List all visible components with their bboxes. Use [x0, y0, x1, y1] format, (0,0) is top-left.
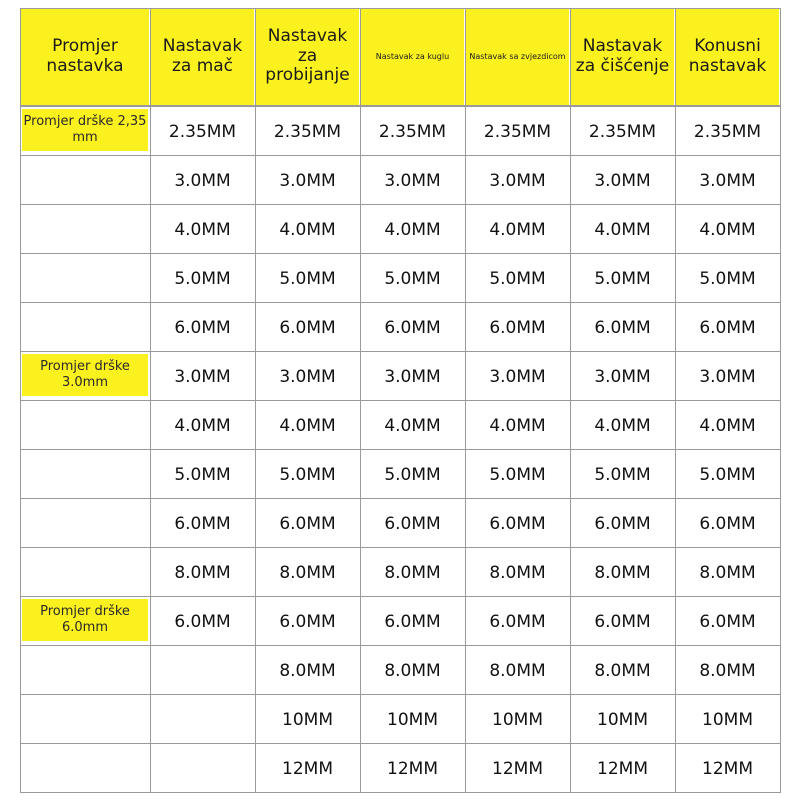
size-cell: 6.0MM [174, 317, 231, 338]
grid-hline [20, 498, 781, 499]
size-cell: 2.35MM [168, 121, 237, 142]
size-cell: 6.0MM [174, 611, 231, 632]
size-cell: 5.0MM [594, 464, 651, 485]
grid-hline [20, 743, 781, 744]
size-cell: 3.0MM [489, 366, 546, 387]
grid-hline [20, 694, 781, 695]
size-cell: 8.0MM [489, 562, 546, 583]
size-cell: 5.0MM [174, 464, 231, 485]
grid-hline [20, 792, 781, 793]
size-cell: 6.0MM [384, 611, 441, 632]
grid-hline [20, 449, 781, 450]
size-cell: 3.0MM [174, 366, 231, 387]
size-cell: 4.0MM [279, 415, 336, 436]
size-cell: 5.0MM [384, 268, 441, 289]
size-cell: 2.35MM [273, 121, 342, 142]
size-cell: 12MM [597, 758, 648, 779]
size-cell: 4.0MM [174, 415, 231, 436]
size-cell: 10MM [702, 709, 753, 730]
grid-hline [20, 547, 781, 548]
size-cell: 5.0MM [594, 268, 651, 289]
size-cell: 6.0MM [174, 513, 231, 534]
grid-hline [20, 596, 781, 597]
size-cell: 8.0MM [489, 660, 546, 681]
size-cell: 6.0MM [489, 513, 546, 534]
size-cell: 3.0MM [279, 170, 336, 191]
size-cell: 8.0MM [279, 660, 336, 681]
size-cell: 8.0MM [384, 660, 441, 681]
size-cell: 4.0MM [174, 219, 231, 240]
size-cell: 3.0MM [174, 170, 231, 191]
size-cell: 2.35MM [693, 121, 762, 142]
size-cell: 6.0MM [594, 513, 651, 534]
size-cell: 4.0MM [594, 415, 651, 436]
size-cell: 2.35MM [588, 121, 657, 142]
grid-hline [20, 8, 781, 9]
size-cell: 6.0MM [699, 513, 756, 534]
grid-hline [20, 302, 781, 303]
grid-hline [20, 204, 781, 205]
size-cell: 8.0MM [594, 660, 651, 681]
size-cell: 6.0MM [489, 317, 546, 338]
size-cell: 6.0MM [279, 513, 336, 534]
size-cell: 5.0MM [384, 464, 441, 485]
size-cell: 8.0MM [699, 562, 756, 583]
grid-hline [20, 106, 781, 107]
size-cell: 4.0MM [699, 219, 756, 240]
size-cell: 3.0MM [699, 170, 756, 191]
size-cell: 6.0MM [279, 611, 336, 632]
shank-diameter-label: Promjer drške 3.0mm [22, 354, 148, 396]
size-cell: 3.0MM [384, 170, 441, 191]
grid-hline [20, 645, 781, 646]
size-cell: 5.0MM [489, 268, 546, 289]
size-cell: 3.0MM [699, 366, 756, 387]
size-cell: 4.0MM [279, 219, 336, 240]
grid-hline [20, 253, 781, 254]
size-cell: 3.0MM [594, 366, 651, 387]
size-cell: 4.0MM [489, 219, 546, 240]
size-cell: 4.0MM [699, 415, 756, 436]
header-column: Nastavak za mač [151, 8, 254, 105]
grid-hline [20, 400, 781, 401]
size-cell: 5.0MM [279, 464, 336, 485]
size-cell: 8.0MM [594, 562, 651, 583]
size-cell: 8.0MM [384, 562, 441, 583]
size-cell: 6.0MM [384, 317, 441, 338]
size-cell: 5.0MM [279, 268, 336, 289]
size-cell: 5.0MM [699, 268, 756, 289]
size-cell: 5.0MM [489, 464, 546, 485]
header-column: Nastavak za čišćenje [571, 8, 674, 105]
header-diameter: Promjer nastavka [21, 8, 149, 105]
size-cell: 3.0MM [594, 170, 651, 191]
size-cell: 12MM [702, 758, 753, 779]
size-cell: 4.0MM [489, 415, 546, 436]
header-column: Nastavak za probijanje [256, 8, 359, 105]
grid-hline [20, 155, 781, 156]
header-column: Nastavak sa zvjezdicom [466, 8, 569, 105]
size-cell: 12MM [492, 758, 543, 779]
size-cell: 4.0MM [594, 219, 651, 240]
size-cell: 5.0MM [699, 464, 756, 485]
size-cell: 3.0MM [489, 170, 546, 191]
shank-diameter-label: Promjer drške 6.0mm [22, 599, 148, 641]
size-cell: 12MM [387, 758, 438, 779]
size-cell: 5.0MM [174, 268, 231, 289]
size-cell: 8.0MM [174, 562, 231, 583]
size-cell: 4.0MM [384, 415, 441, 436]
size-cell: 6.0MM [594, 317, 651, 338]
size-cell: 4.0MM [384, 219, 441, 240]
size-cell: 6.0MM [699, 611, 756, 632]
size-cell: 6.0MM [594, 611, 651, 632]
size-cell: 6.0MM [489, 611, 546, 632]
header-column: Nastavak za kuglu [361, 8, 464, 105]
size-cell: 10MM [597, 709, 648, 730]
size-cell: 10MM [282, 709, 333, 730]
size-cell: 2.35MM [483, 121, 552, 142]
size-cell: 3.0MM [279, 366, 336, 387]
size-cell: 6.0MM [279, 317, 336, 338]
shank-diameter-label: Promjer drške 2,35 mm [22, 109, 148, 151]
size-cell: 8.0MM [699, 660, 756, 681]
size-cell: 10MM [387, 709, 438, 730]
size-cell: 6.0MM [384, 513, 441, 534]
grid-hline [20, 351, 781, 352]
size-cell: 6.0MM [699, 317, 756, 338]
size-cell: 12MM [282, 758, 333, 779]
size-cell: 8.0MM [279, 562, 336, 583]
size-cell: 2.35MM [378, 121, 447, 142]
size-cell: 3.0MM [384, 366, 441, 387]
size-cell: 10MM [492, 709, 543, 730]
header-column: Konusni nastavak [676, 8, 779, 105]
